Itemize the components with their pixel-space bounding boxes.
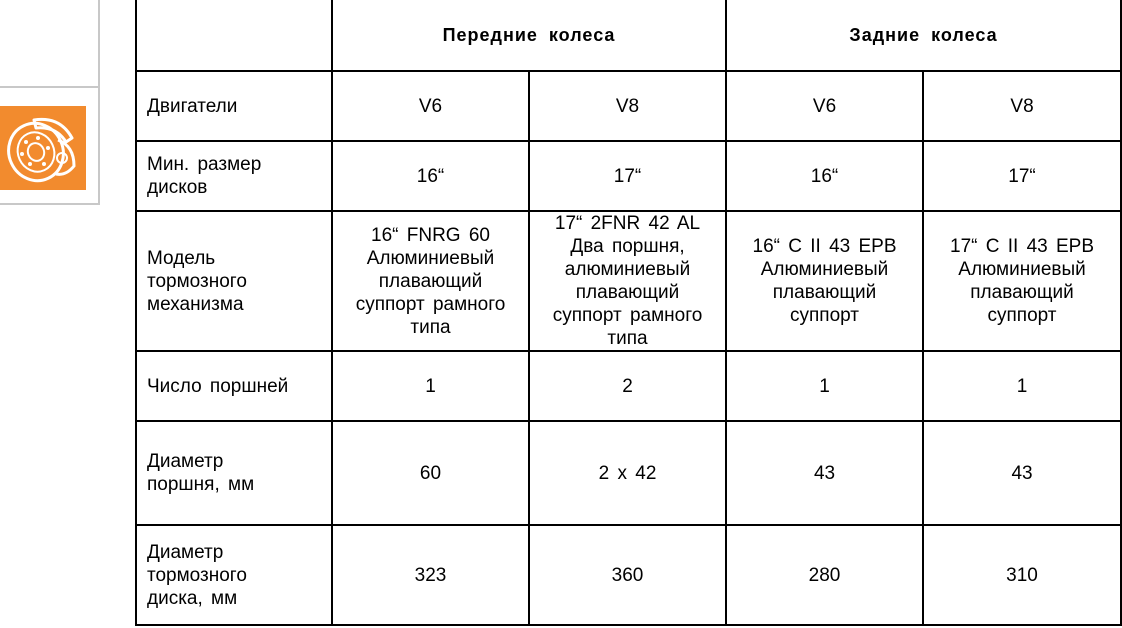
row-label: Диаметр тормозного диска, мм bbox=[136, 525, 332, 625]
table-header-row bbox=[136, 0, 1121, 71]
table-cell: 17“ bbox=[529, 141, 726, 211]
table-cell: 1 bbox=[332, 351, 529, 421]
table-cell: 43 bbox=[923, 421, 1121, 525]
table-cell: 1 bbox=[726, 351, 923, 421]
table-cell: 323 bbox=[332, 525, 529, 625]
sidebar-divider bbox=[0, 86, 100, 88]
table-cell: 17“ 2FNR 42 AL Два поршня, алюминиевый плавающий суппорт рамного типа bbox=[529, 211, 726, 351]
table-row bbox=[136, 351, 1121, 421]
table-corner-cell bbox=[136, 0, 332, 71]
row-label: Мин. размер дисков bbox=[136, 141, 332, 211]
header-rear-wheels: Задние колеса bbox=[726, 0, 1121, 71]
sidebar bbox=[0, 0, 100, 628]
table-cell: 1 bbox=[923, 351, 1121, 421]
table-cell: 16“ bbox=[726, 141, 923, 211]
table-cell: V6 bbox=[726, 71, 923, 141]
table-cell: 2 x 42 bbox=[529, 421, 726, 525]
table-row bbox=[136, 525, 1121, 625]
table-cell: 17“ bbox=[923, 141, 1121, 211]
table-cell: 60 bbox=[332, 421, 529, 525]
row-label: Число поршней bbox=[136, 351, 332, 421]
table-cell: 360 bbox=[529, 525, 726, 625]
table-cell: 2 bbox=[529, 351, 726, 421]
table-cell: 43 bbox=[726, 421, 923, 525]
table-cell: V8 bbox=[923, 71, 1121, 141]
table-cell: 16“ C II 43 EPB Алюминиевый плавающий суппорт bbox=[726, 211, 923, 351]
brake-spec-table bbox=[135, 0, 1122, 626]
table-row bbox=[136, 71, 1121, 141]
table-cell: 280 bbox=[726, 525, 923, 625]
table-row bbox=[136, 211, 1121, 351]
table-cell: 310 bbox=[923, 525, 1121, 625]
sidebar-divider bbox=[0, 203, 100, 205]
sidebar-divider bbox=[98, 0, 100, 205]
row-label: Модель тормозного механизма bbox=[136, 211, 332, 351]
brake-disc-icon bbox=[0, 106, 86, 190]
table-cell: V6 bbox=[332, 71, 529, 141]
table-row bbox=[136, 141, 1121, 211]
table-row bbox=[136, 421, 1121, 525]
row-label: Диаметр поршня, мм bbox=[136, 421, 332, 525]
table-cell: V8 bbox=[529, 71, 726, 141]
row-label: Двигатели bbox=[136, 71, 332, 141]
table-cell: 17“ C II 43 EPB Алюминиевый плавающий суппорт bbox=[923, 211, 1121, 351]
table-cell: 16“ FNRG 60 Алюминиевый плавающий суппорт рамного типа bbox=[332, 211, 529, 351]
table-cell: 16“ bbox=[332, 141, 529, 211]
header-front-wheels: Передние колеса bbox=[332, 0, 726, 71]
